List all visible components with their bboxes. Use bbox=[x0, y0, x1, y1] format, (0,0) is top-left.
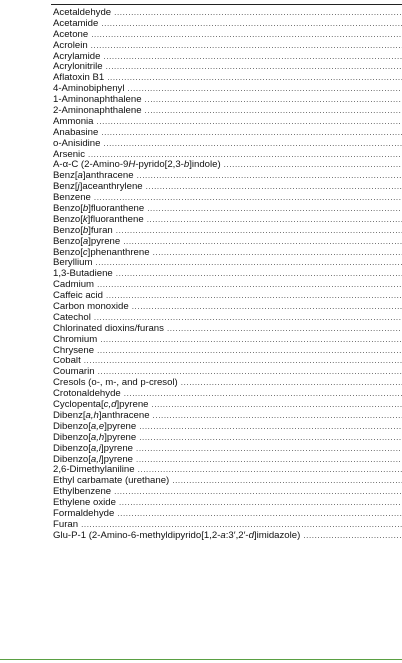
name-segment: 1,3-Butadiene bbox=[53, 269, 113, 280]
list-item bbox=[53, 520, 402, 531]
dot-leader bbox=[224, 160, 402, 171]
name-segment: ]phenanthrene bbox=[87, 247, 150, 258]
list-item bbox=[53, 30, 402, 41]
name-segment: ]fluoranthene bbox=[87, 214, 144, 225]
name-segment: Formaldehyde bbox=[53, 508, 115, 519]
list-item bbox=[53, 19, 402, 30]
name-segment: Dibenzo[ bbox=[53, 421, 91, 432]
list-item bbox=[53, 52, 402, 63]
italic-locant: c,d bbox=[103, 400, 117, 411]
dot-leader bbox=[167, 324, 402, 335]
chemical-name bbox=[53, 411, 150, 422]
list-item bbox=[53, 226, 402, 237]
bottom-rule bbox=[0, 659, 402, 660]
chemical-name bbox=[53, 324, 164, 335]
chemical-name bbox=[53, 237, 120, 248]
dot-leader bbox=[172, 476, 402, 487]
list-item bbox=[53, 84, 402, 95]
dot-leader bbox=[137, 171, 402, 182]
chemical-name bbox=[53, 150, 85, 161]
chemical-name bbox=[53, 84, 124, 95]
chemical-name bbox=[53, 8, 111, 19]
name-segment: Dibenzo[ bbox=[53, 443, 91, 454]
name-segment: Aflatoxin B1 bbox=[53, 73, 105, 84]
dot-leader bbox=[103, 139, 402, 150]
name-segment: ]fluoranthene bbox=[88, 204, 145, 215]
name-segment: Cresols (o-, m-, and p-cresol) bbox=[53, 378, 178, 389]
list-item bbox=[53, 160, 402, 171]
list-item bbox=[53, 411, 402, 422]
name-segment: -pyrido[2,3- bbox=[135, 160, 184, 171]
list-item bbox=[53, 182, 402, 193]
chemical-name bbox=[53, 455, 133, 466]
name-segment: Cyclopenta[ bbox=[53, 400, 104, 411]
list-item bbox=[53, 465, 402, 476]
name-segment: ]imidazole) bbox=[253, 530, 301, 541]
list-item bbox=[53, 367, 402, 378]
dot-leader bbox=[94, 313, 402, 324]
dot-leader bbox=[116, 226, 402, 237]
chemical-name bbox=[53, 335, 97, 346]
chemical-name bbox=[53, 498, 116, 509]
dot-leader bbox=[145, 95, 402, 106]
top-rule bbox=[51, 4, 402, 5]
list-item bbox=[53, 487, 402, 498]
chemical-name bbox=[53, 73, 104, 84]
list-item bbox=[53, 324, 402, 335]
dot-leader bbox=[117, 509, 402, 520]
name-segment: Ethylene oxide bbox=[53, 498, 116, 509]
italic-locant: d bbox=[248, 530, 254, 541]
name-segment: 4-Aminobiphenyl bbox=[53, 84, 125, 95]
name-segment: Arsenic bbox=[53, 149, 85, 160]
name-segment: Carbon monoxide bbox=[53, 302, 129, 313]
name-segment: :3′,2′- bbox=[225, 530, 249, 541]
chemical-name bbox=[53, 422, 136, 433]
dot-leader bbox=[132, 302, 402, 313]
name-segment: Dibenz[ bbox=[53, 410, 86, 421]
chemical-name bbox=[53, 117, 94, 128]
chemical-name bbox=[53, 193, 91, 204]
list-item bbox=[53, 400, 402, 411]
chemical-name bbox=[53, 52, 100, 63]
list-item bbox=[53, 302, 402, 313]
chemical-name bbox=[53, 30, 88, 41]
dot-leader bbox=[81, 520, 402, 531]
chemical-name bbox=[53, 313, 91, 324]
name-segment: 2,6-Dimethylaniline bbox=[53, 465, 135, 476]
name-segment: Benzo[ bbox=[53, 247, 83, 258]
name-segment: Ethylbenzene bbox=[53, 487, 112, 498]
dot-leader bbox=[88, 150, 402, 161]
dot-leader bbox=[95, 258, 402, 269]
name-segment: Glu-P-1 (2-Amino-6-methyldipyrido[1,2- bbox=[53, 530, 221, 541]
list-item bbox=[53, 378, 402, 389]
name-segment: Cadmium bbox=[53, 280, 95, 291]
list-item bbox=[53, 193, 402, 204]
name-segment: Beryllium bbox=[53, 258, 93, 269]
list-item bbox=[53, 346, 402, 357]
italic-locant: b bbox=[82, 204, 89, 215]
chemical-name bbox=[53, 465, 135, 476]
dot-leader bbox=[146, 182, 402, 193]
chemical-name bbox=[53, 160, 221, 171]
dot-leader bbox=[136, 444, 402, 455]
dot-leader bbox=[114, 8, 402, 19]
italic-locant: a,h bbox=[90, 432, 105, 443]
name-segment: Acrylonitrile bbox=[53, 62, 103, 73]
list-item bbox=[53, 73, 402, 84]
name-segment: ]anthracene bbox=[98, 410, 150, 421]
list-item bbox=[53, 117, 402, 128]
name-segment: ]pyrene bbox=[104, 421, 137, 432]
name-segment: Furan bbox=[53, 519, 79, 530]
list-item bbox=[53, 389, 402, 400]
chemical-name bbox=[53, 378, 178, 389]
name-segment: Acrylamide bbox=[53, 51, 101, 62]
dot-leader bbox=[136, 455, 402, 466]
italic-locant: b bbox=[82, 225, 89, 236]
chemical-name bbox=[53, 19, 98, 30]
dot-leader bbox=[119, 498, 402, 509]
name-segment: Ammonia bbox=[53, 116, 94, 127]
name-segment: Acetone bbox=[53, 29, 89, 40]
chemical-name bbox=[53, 215, 144, 226]
chemical-name bbox=[53, 106, 142, 117]
list-item bbox=[53, 215, 402, 226]
dot-leader bbox=[103, 52, 402, 63]
chemical-name bbox=[53, 128, 98, 139]
dot-leader bbox=[97, 117, 402, 128]
name-segment: ]pyrene bbox=[104, 432, 137, 443]
list-item bbox=[53, 422, 402, 433]
name-segment: 2-Aminonaphthalene bbox=[53, 106, 142, 116]
name-segment: Benzo[ bbox=[53, 236, 83, 247]
dot-leader bbox=[116, 269, 402, 280]
dot-leader bbox=[153, 411, 402, 422]
name-segment: Benzo[ bbox=[53, 214, 83, 225]
name-segment: Benzene bbox=[53, 193, 91, 204]
name-segment: ]pyrene bbox=[116, 400, 149, 411]
chemical-name bbox=[53, 433, 136, 444]
name-segment: Dibenzo[ bbox=[53, 432, 91, 443]
dot-leader bbox=[123, 237, 402, 248]
list-item bbox=[53, 248, 402, 259]
list-item bbox=[53, 313, 402, 324]
chemical-name bbox=[53, 389, 121, 400]
list-item bbox=[53, 95, 402, 106]
name-segment: Coumarin bbox=[53, 367, 95, 378]
dot-leader bbox=[138, 465, 402, 476]
name-segment: Anabasine bbox=[53, 127, 99, 138]
dot-leader bbox=[91, 30, 402, 41]
chemical-name bbox=[53, 346, 94, 357]
list-item bbox=[53, 204, 402, 215]
name-segment: ]pyrene bbox=[101, 443, 134, 454]
chemical-name bbox=[53, 62, 103, 73]
chemical-name bbox=[53, 520, 78, 531]
name-segment: Ethyl carbamate (urethane) bbox=[53, 476, 170, 487]
dot-leader bbox=[147, 215, 402, 226]
italic-locant: c bbox=[82, 247, 88, 258]
list-item bbox=[53, 258, 402, 269]
list-item bbox=[53, 280, 402, 291]
name-segment: Acetaldehyde bbox=[53, 8, 112, 18]
chemical-name bbox=[53, 509, 114, 520]
list-item bbox=[53, 128, 402, 139]
name-segment: Dibenzo[ bbox=[53, 454, 91, 465]
name-segment: Catechol bbox=[53, 312, 91, 323]
chemical-name bbox=[53, 367, 95, 378]
dot-leader bbox=[181, 378, 402, 389]
chemical-name bbox=[53, 258, 92, 269]
chemical-name bbox=[53, 531, 300, 542]
list-item bbox=[53, 335, 402, 346]
name-segment: ]pyrene bbox=[88, 236, 121, 247]
dot-leader bbox=[91, 41, 402, 52]
name-segment: o-Anisidine bbox=[53, 138, 101, 149]
list-item bbox=[53, 476, 402, 487]
dot-leader bbox=[84, 357, 402, 368]
chemical-name bbox=[53, 269, 113, 280]
chemical-name bbox=[53, 182, 143, 193]
list-item bbox=[53, 498, 402, 509]
name-segment: ]pyrene bbox=[101, 454, 134, 465]
dot-leader bbox=[139, 433, 402, 444]
chemical-name bbox=[53, 280, 94, 291]
name-segment: Acetamide bbox=[53, 18, 99, 29]
name-segment: Caffeic acid bbox=[53, 291, 103, 302]
dot-leader bbox=[98, 367, 402, 378]
chemical-name bbox=[53, 444, 133, 455]
name-segment: Chrysene bbox=[53, 345, 95, 356]
chemical-name bbox=[53, 476, 169, 487]
chemical-name bbox=[53, 95, 142, 106]
chemical-name bbox=[53, 204, 144, 215]
italic-locant: k bbox=[82, 214, 88, 225]
name-segment: Acrolein bbox=[53, 40, 88, 51]
list-item bbox=[53, 41, 402, 52]
list-item bbox=[53, 509, 402, 520]
italic-locant: a,i bbox=[90, 443, 102, 454]
italic-locant: H bbox=[128, 160, 136, 171]
list-item bbox=[53, 269, 402, 280]
list-item bbox=[53, 106, 402, 117]
name-segment: Benzo[ bbox=[53, 225, 83, 236]
name-segment: ]aceanthrylene bbox=[79, 182, 143, 193]
list-item bbox=[53, 62, 402, 73]
list-item bbox=[53, 291, 402, 302]
dot-leader bbox=[107, 73, 402, 84]
chemical-name bbox=[53, 302, 129, 313]
chemical-name bbox=[53, 226, 113, 237]
list-item bbox=[53, 433, 402, 444]
chemical-name bbox=[53, 139, 100, 150]
chemical-name bbox=[53, 487, 111, 498]
chemical-name bbox=[53, 248, 150, 259]
name-segment: Cobalt bbox=[53, 356, 81, 367]
dot-leader bbox=[101, 128, 402, 139]
name-segment: Benz[ bbox=[53, 182, 78, 193]
dot-leader bbox=[114, 487, 402, 498]
italic-locant: a bbox=[220, 530, 226, 541]
chemical-name bbox=[53, 41, 88, 52]
name-segment: Benz[ bbox=[53, 171, 78, 182]
name-segment: Crotonaldehyde bbox=[53, 389, 121, 400]
dot-leader bbox=[124, 389, 402, 400]
name-segment: ]furan bbox=[88, 225, 113, 236]
list-item bbox=[53, 237, 402, 248]
dot-leader bbox=[145, 106, 402, 117]
list-item bbox=[53, 444, 402, 455]
dot-leader bbox=[106, 62, 402, 73]
italic-locant: a bbox=[77, 171, 83, 182]
dot-leader bbox=[127, 84, 402, 95]
dot-leader bbox=[139, 422, 402, 433]
chemical-name bbox=[53, 291, 103, 302]
name-segment: 1-Aminonaphthalene bbox=[53, 95, 142, 106]
list-item bbox=[53, 531, 402, 542]
name-segment: ]anthracene bbox=[82, 171, 134, 182]
italic-locant: a bbox=[82, 236, 89, 247]
dot-leader bbox=[147, 204, 402, 215]
dot-leader bbox=[94, 193, 402, 204]
chemical-name bbox=[53, 400, 148, 411]
chemical-list bbox=[53, 8, 402, 542]
list-item bbox=[53, 455, 402, 466]
italic-locant: b bbox=[183, 160, 190, 171]
list-item bbox=[53, 150, 402, 161]
dot-leader bbox=[303, 531, 402, 542]
italic-locant: a,h bbox=[85, 410, 99, 421]
name-segment: ]indole) bbox=[189, 160, 221, 171]
dot-leader bbox=[97, 346, 402, 357]
chemical-name bbox=[53, 357, 81, 368]
dot-leader bbox=[153, 248, 402, 259]
list-item bbox=[53, 171, 402, 182]
list-item bbox=[53, 357, 402, 368]
italic-locant: j bbox=[77, 182, 80, 193]
dot-leader bbox=[97, 280, 402, 291]
dot-leader bbox=[151, 400, 402, 411]
italic-locant: a,l bbox=[90, 454, 102, 465]
list-item bbox=[53, 139, 402, 150]
dot-leader bbox=[100, 335, 402, 346]
name-segment: Chromium bbox=[53, 334, 98, 345]
name-segment: A-α-C (2-Amino-9 bbox=[53, 160, 129, 171]
name-segment: Chlorinated dioxins/furans bbox=[53, 323, 164, 334]
chemical-name bbox=[53, 171, 134, 182]
italic-locant: a,e bbox=[90, 421, 105, 432]
dot-leader bbox=[101, 19, 402, 30]
name-segment: Benzo[ bbox=[53, 204, 83, 215]
list-item bbox=[53, 8, 402, 19]
dot-leader bbox=[106, 291, 402, 302]
